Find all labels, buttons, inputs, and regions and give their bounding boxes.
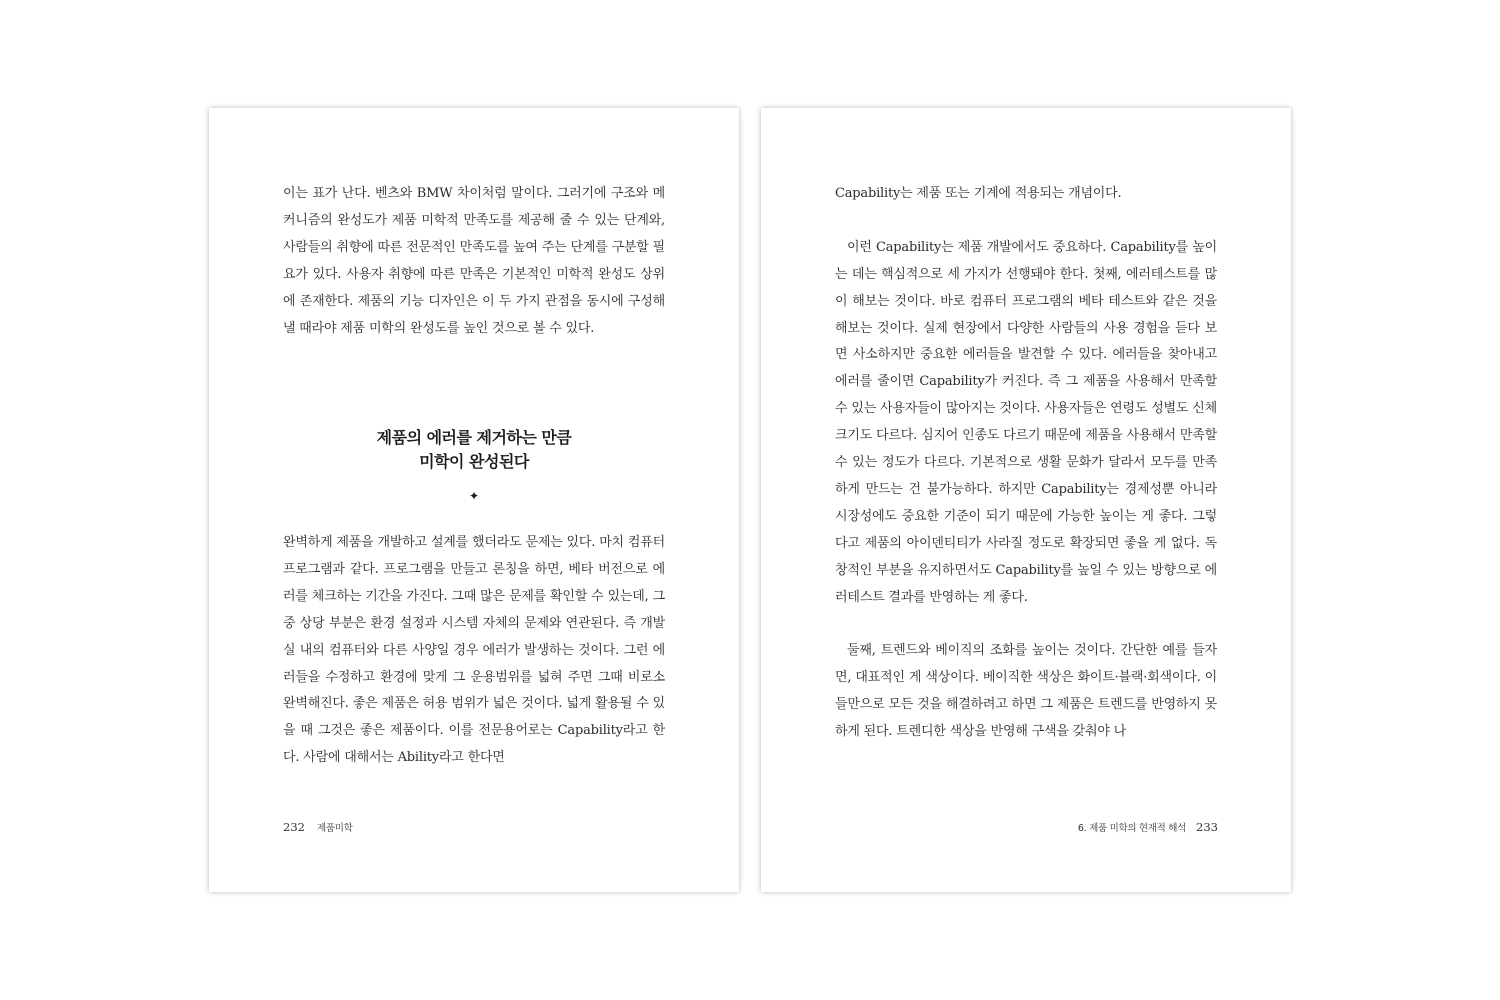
right-page-text	[835, 181, 1217, 746]
right-paragraph-2: 이런 Capability는 제품 개발에서도 중요하다. Capability를 높이는 데는 핵심적으로 세 가지가 선행돼야 한다. 첫째, 에러테스트를 많이 해보는 것이다. 바로 컴퓨터 프로그램의 베타 테스트와 같은 것을 해보는 것이다. 실제 현장에서 다양한 사람들의 사용 경험을 듣다 보면 사소하지만 중요한 에러들을 발견할 수 있다. 에러들을 찾아내고 에러를 줄이면 Capability가 커진다. 즉 그 제품을 사용해서 만족할 수 있는 사용자들이 많아지는 것이다. 사용자들은 연령도 성별도 신체 크기도 다르다. 심지어 인종도 다르기 때문에 제품을 사용해서 만족할 수 있는 정도가 다르다. 기본적으로 생활 문화가 달라서 모두를 만족하게 만드는 건 불가능하다. 하지만 Capability는 경제성뿐 아니라 시장성에도 중요한 기준이 되기 때문에 가능한 높이는 게 좋다. 그렇다고 제품의 아이덴티티가 사라질 정도로 확장되면 좋을 게 없다. 독창적인 부분을 유지하면서도 Capability를 높일 수 있는 방향으로 에러테스트 결과를 반영하는 게 좋다.	[835, 239, 1217, 605]
right-page-number: 233	[1196, 820, 1218, 834]
left-paragraph-1: 이는 표가 난다. 벤츠와 BMW 차이처럼 말이다. 그러기에 구조와 메커니즘의 완성도가 제품 미학적 만족도를 제공해 줄 수 있는 단계와, 사람들의 취향에 따른 전문적인 만족도를 높여 주는 단계를 구분할 필요가 있다. 사용자 취향에 따른 만족은 기본적인 미학적 완성도 상위에 존재한다. 제품의 기능 디자인은 이 두 가지 관점을 동시에 구성해 낼 때라야 제품 미학의 완성도를 높인 것으로 볼 수 있다.	[283, 186, 665, 336]
section-heading-line-2: 미학이 완성된다	[419, 452, 529, 471]
right-paragraph-1: Capability는 제품 또는 기계에 적용되는 개념이다.	[835, 186, 1122, 201]
left-footer	[283, 819, 352, 837]
diamond-ornament-icon: ✦	[468, 489, 480, 503]
right-running-title: 6. 제품 미학의 현재적 해석	[1077, 823, 1187, 834]
section-heading	[283, 426, 665, 474]
right-paragraph-3: 둘째, 트렌드와 베이직의 조화를 높이는 것이다. 간단한 예를 들자면, 대표적인 게 색상이다. 베이직한 색상은 화이트·블랙·회색이다. 이들만으로 모든 것을 해결하려고 하면 그 제품은 트렌드를 반영하지 못하게 된다. 트렌디한 색상을 반영해 구색을 갖춰야 나	[835, 643, 1217, 740]
right-footer	[1078, 819, 1218, 837]
left-paragraph-2: 완벽하게 제품을 개발하고 설계를 했더라도 문제는 있다. 마치 컴퓨터 프로그램과 같다. 프로그램을 만들고 론칭을 하면, 베타 버전으로 에러를 체크하는 기간을 가진다. 그때 많은 문제를 확인할 수 있는데, 그중 상당 부분은 환경 설정과 시스템 자체의 문제와 연관된다. 즉 개발실 내의 컴퓨터와 다른 사양일 경우 에러가 발생하는 것이다. 그런 에러들을 수정하고 환경에 맞게 그 운용범위를 넓혀 주면 그때 비로소 완벽해진다. 좋은 제품은 허용 범위가 넓은 것이다. 넓게 활용될 수 있을 때 그것은 좋은 제품이다. 이를 전문용어로는 Capability라고 한다. 사람에 대해서는 Ability라고 한다면	[283, 535, 665, 766]
section-heading-line-1: 제품의 에러를 제거하는 만큼	[376, 428, 572, 447]
left-page	[209, 108, 739, 892]
left-running-title: 제품미학	[316, 823, 353, 834]
left-page-text-top	[283, 181, 665, 342]
left-page-number: 232	[283, 820, 305, 834]
right-page	[761, 108, 1291, 892]
left-page-text-bottom	[283, 530, 665, 772]
